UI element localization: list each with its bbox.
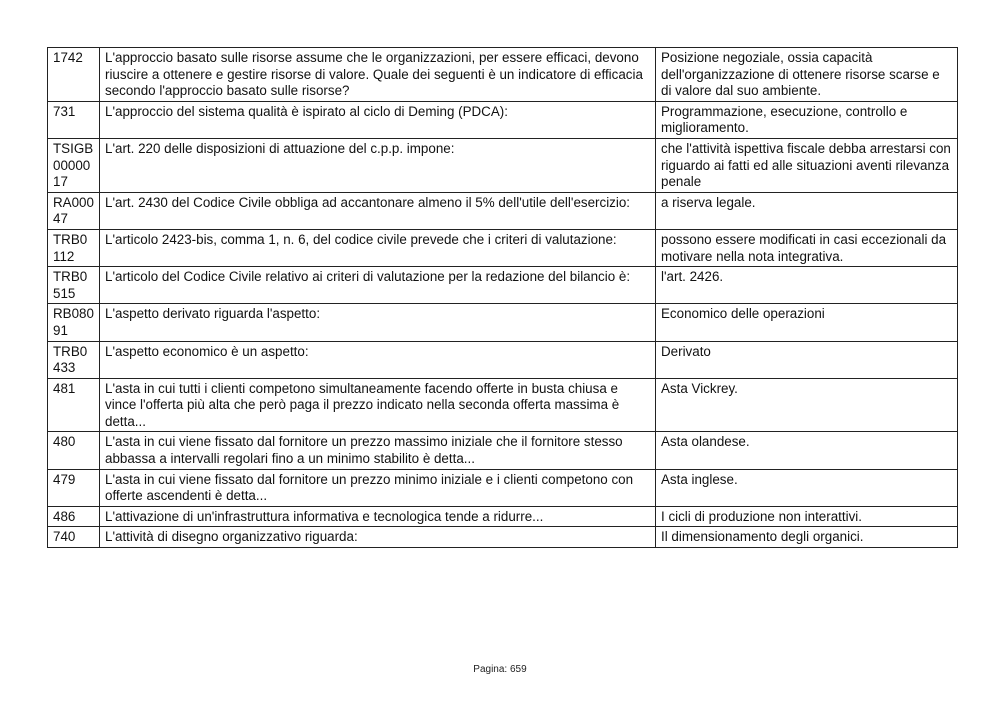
table-row	[48, 506, 958, 527]
question-cell: L'asta in cui viene fissato dal fornitore un prezzo minimo iniziale e i clienti competono con offerte ascendenti è detta...	[100, 469, 656, 506]
answer-cell: Asta olandese.	[656, 432, 958, 469]
question-id-cell: RB08091	[48, 304, 100, 341]
table-row	[48, 192, 958, 229]
question-cell: L'aspetto economico è un aspetto:	[100, 341, 656, 378]
question-cell: L'asta in cui viene fissato dal fornitore un prezzo massimo iniziale che il fornitore stesso abbassa a intervalli regolari fino a un minimo stabilito è detta...	[100, 432, 656, 469]
question-cell: L'articolo 2423-bis, comma 1, n. 6, del codice civile prevede che i criteri di valutazione:	[100, 229, 656, 266]
question-id-cell: 731	[48, 101, 100, 138]
question-cell: L'asta in cui tutti i clienti competono simultaneamente facendo offerte in busta chiusa e vince l'offerta più alta che però paga il prezzo indicato nella seconda offerta massima è detta...	[100, 378, 656, 432]
table-row	[48, 432, 958, 469]
question-cell: L'attivazione di un'infrastruttura informativa e tecnologica tende a ridurre...	[100, 506, 656, 527]
table-row	[48, 101, 958, 138]
answer-cell: Asta inglese.	[656, 469, 958, 506]
question-id-cell: 481	[48, 378, 100, 432]
table-row	[48, 304, 958, 341]
table-row	[48, 138, 958, 192]
question-id-cell: TRB0433	[48, 341, 100, 378]
table-row	[48, 469, 958, 506]
question-id-cell: 740	[48, 527, 100, 548]
question-cell: L'art. 2430 del Codice Civile obbliga ad accantonare almeno il 5% dell'utile dell'esercizio:	[100, 192, 656, 229]
page-number: Pagina: 659	[473, 664, 527, 675]
answer-cell: Programmazione, esecuzione, controllo e miglioramento.	[656, 101, 958, 138]
table-row	[48, 341, 958, 378]
answer-cell: I cicli di produzione non interattivi.	[656, 506, 958, 527]
answer-cell: Il dimensionamento degli organici.	[656, 527, 958, 548]
question-cell: L'approccio basato sulle risorse assume che le organizzazioni, per essere efficaci, devono riuscire a ottenere e gestire risorse di valore. Quale dei seguenti è un indicatore di efficacia secondo l'approccio basato sulle risorse?	[100, 48, 656, 102]
question-cell: L'approccio del sistema qualità è ispirato al ciclo di Deming (PDCA):	[100, 101, 656, 138]
question-id-cell: TSIGB0000017	[48, 138, 100, 192]
question-id-cell: RA00047	[48, 192, 100, 229]
question-id-cell: 480	[48, 432, 100, 469]
answer-cell: Derivato	[656, 341, 958, 378]
answer-cell: l'art. 2426.	[656, 267, 958, 304]
table-row	[48, 229, 958, 266]
table-row	[48, 267, 958, 304]
question-cell: L'aspetto derivato riguarda l'aspetto:	[100, 304, 656, 341]
question-id-cell: 479	[48, 469, 100, 506]
question-id-cell: TRB0515	[48, 267, 100, 304]
question-id-cell: 1742	[48, 48, 100, 102]
question-id-cell: 486	[48, 506, 100, 527]
answer-cell: che l'attività ispettiva fiscale debba arrestarsi con riguardo ai fatti ed alle situazioni aventi rilevanza penale	[656, 138, 958, 192]
question-id-cell: TRB0112	[48, 229, 100, 266]
question-cell: L'articolo del Codice Civile relativo ai criteri di valutazione per la redazione del bilancio è:	[100, 267, 656, 304]
answer-cell: Posizione negoziale, ossia capacità dell'organizzazione di ottenere risorse scarse e di valore dal suo ambiente.	[656, 48, 958, 102]
table-row	[48, 48, 958, 102]
table-row	[48, 378, 958, 432]
question-cell: L'attività di disegno organizzativo riguarda:	[100, 527, 656, 548]
answer-cell: a riserva legale.	[656, 192, 958, 229]
answer-cell: possono essere modificati in casi eccezionali da motivare nella nota integrativa.	[656, 229, 958, 266]
table-row	[48, 527, 958, 548]
question-cell: L'art. 220 delle disposizioni di attuazione del c.p.p. impone:	[100, 138, 656, 192]
answer-cell: Asta Vickrey.	[656, 378, 958, 432]
answer-cell: Economico delle operazioni	[656, 304, 958, 341]
table-body	[48, 48, 958, 548]
question-answer-table	[47, 47, 958, 548]
